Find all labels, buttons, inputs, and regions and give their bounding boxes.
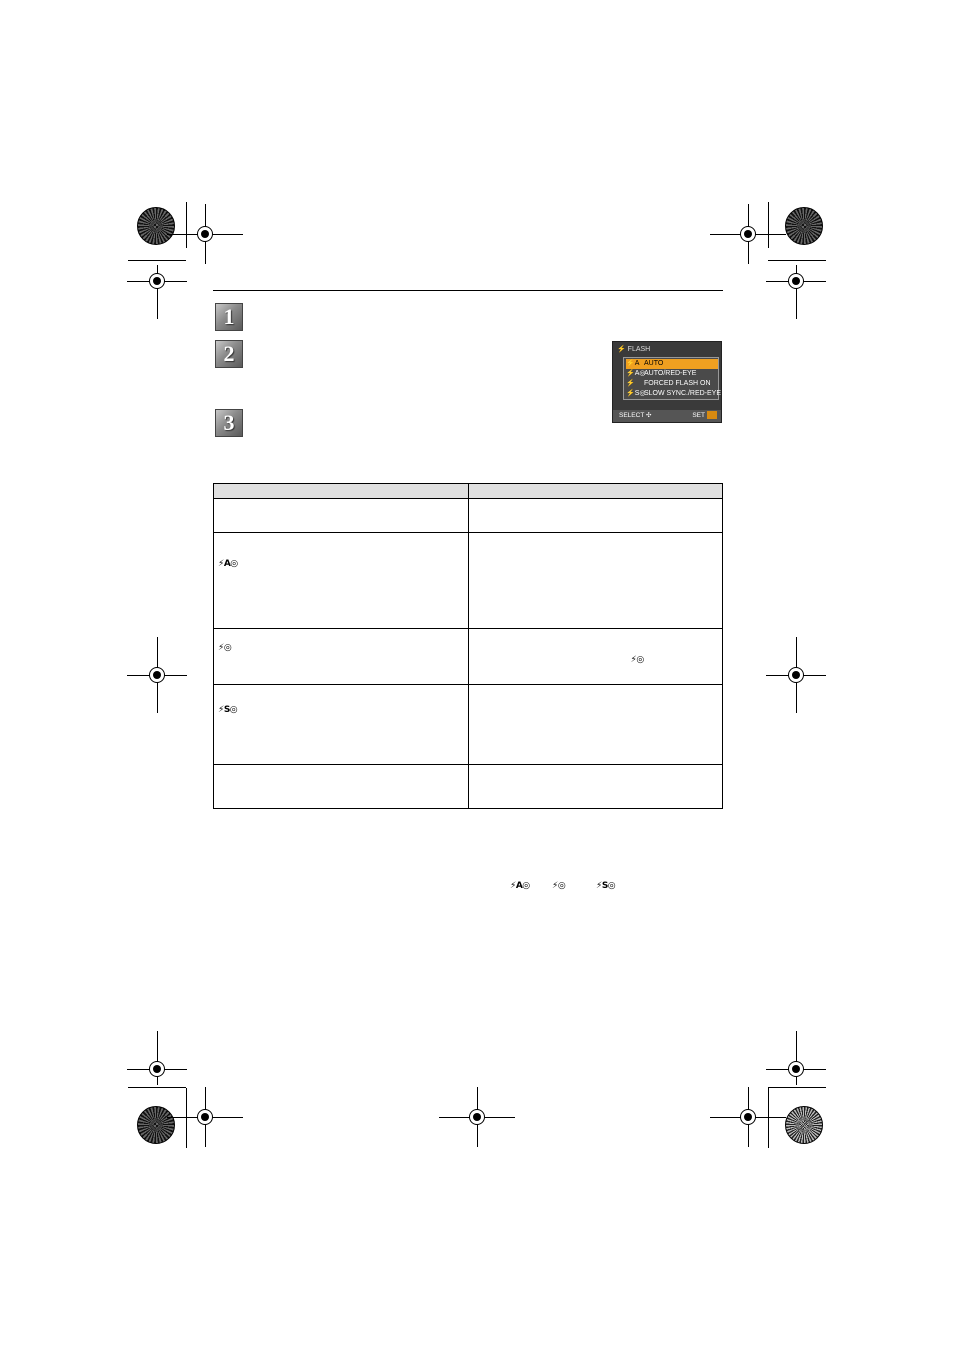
step-badge-2: 2	[215, 340, 243, 368]
step-badge-1: 1	[215, 303, 243, 331]
flash-settings-table	[213, 483, 723, 809]
color-wheel-bottom-right	[785, 1106, 823, 1144]
flash-slow-sync-red-eye-icon: ⚡S◎	[596, 881, 616, 891]
table-cell	[468, 685, 723, 765]
menu-item-label: AUTO/RED-EYE	[644, 370, 697, 377]
table-cell	[214, 765, 469, 809]
flash-forced-on-red-eye-icon: ⚡◎	[218, 643, 232, 653]
flash-auto-red-eye-icon: ⚡A◎	[218, 559, 238, 569]
camera-lcd-screen	[612, 341, 722, 423]
menu-item-label: FORCED FLASH ON	[644, 380, 711, 387]
select-hint: SELECT	[619, 412, 645, 419]
flash-auto-red-eye-icon: ⚡A◎	[510, 881, 530, 891]
table-row	[214, 629, 723, 685]
set-hint: SET	[692, 412, 705, 419]
table-cell	[214, 629, 469, 685]
color-wheel-top-left	[137, 207, 175, 245]
table-row	[214, 533, 723, 629]
menu-item-forced-flash-on[interactable]	[626, 379, 718, 389]
crop-line	[768, 260, 826, 261]
table-header-cell	[468, 484, 723, 499]
menu-item-slow-sync-red-eye[interactable]	[626, 389, 722, 399]
crop-line	[768, 202, 769, 248]
lcd-footer	[613, 410, 721, 422]
table-header-row	[214, 484, 723, 499]
flash-slow-sync-red-eye-icon: ⚡S◎	[218, 705, 238, 715]
crop-line	[768, 1087, 826, 1088]
table-cell	[468, 499, 723, 533]
flash-auto-red-eye-icon: ⚡A◎	[626, 370, 646, 377]
table-row	[214, 765, 723, 809]
table-row	[214, 499, 723, 533]
flash-forced-on-red-eye-icon: ⚡◎	[630, 655, 644, 665]
crop-line	[186, 1088, 187, 1148]
crop-line	[128, 1087, 186, 1088]
menu-item-label: SLOW SYNC./RED-EYE	[644, 390, 722, 397]
cursor-keys-icon: ✣	[645, 412, 652, 419]
menu-item-auto-red-eye[interactable]	[626, 369, 718, 379]
table-row	[214, 685, 723, 765]
table-cell	[214, 499, 469, 533]
flash-auto-icon: ⚡A	[626, 360, 640, 367]
table-cell	[468, 765, 723, 809]
table-cell	[468, 629, 723, 685]
header-rule	[213, 290, 723, 291]
table-cell	[468, 533, 723, 629]
color-wheel-bottom-left	[137, 1106, 175, 1144]
crop-line	[768, 1088, 769, 1148]
flash-slow-sync-icon: ⚡S◎	[626, 390, 646, 397]
menu-item-label: AUTO	[644, 360, 664, 367]
table-header-cell	[214, 484, 469, 499]
crop-line	[128, 260, 186, 261]
table-cell	[214, 533, 469, 629]
lcd-title	[617, 345, 650, 353]
menu-button-icon	[707, 411, 717, 419]
flash-menu	[623, 357, 722, 400]
flash-forced-on-icon: ⚡	[626, 380, 635, 387]
flash-forced-on-red-eye-icon: ⚡◎	[552, 881, 566, 891]
menu-item-auto[interactable]	[626, 359, 718, 369]
table-cell	[214, 685, 469, 765]
color-wheel-top-right	[785, 207, 823, 245]
crop-line	[186, 202, 187, 248]
lcd-title-text: FLASH	[627, 346, 651, 353]
step-badge-3: 3	[215, 409, 243, 437]
flash-icon: ⚡	[617, 346, 626, 353]
